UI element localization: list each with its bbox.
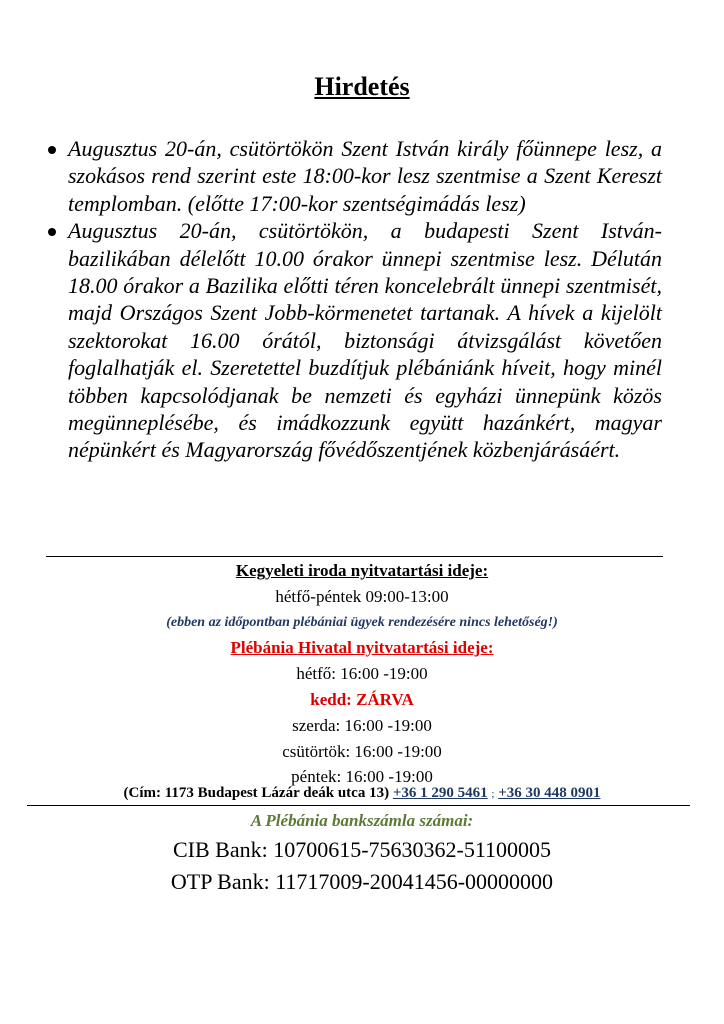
divider xyxy=(27,805,690,806)
divider xyxy=(46,556,663,557)
page-title: Hirdetés xyxy=(314,72,410,101)
hours-monday: hétfő: 16:00 -19:00 xyxy=(296,664,428,684)
list-item xyxy=(46,217,662,464)
bullet-icon xyxy=(48,228,56,236)
contact-line xyxy=(0,785,724,802)
parish-hours-title: Plébánia Hivatal nyitvatartási ideje: xyxy=(230,638,494,658)
office-hours-title: Kegyeleti iroda nyitvatartási ideje: xyxy=(235,561,489,580)
address-text: (Cím: 1173 Budapest Lázár deák utca 13) xyxy=(123,785,390,801)
hours-tuesday: kedd: ZÁRVA xyxy=(310,689,414,709)
phone-link-2[interactable]: +36 30 448 0901 xyxy=(498,785,601,801)
phone-link-1[interactable]: +36 1 290 5461 xyxy=(392,785,488,801)
list-item xyxy=(46,135,662,217)
bullet-icon xyxy=(48,146,56,154)
bank-accounts-title: A Plébánia bankszámla számai: xyxy=(250,811,474,830)
cib-bank-account: CIB Bank: 10700615-75630362-51100005 xyxy=(172,837,552,862)
hours-thursday: csütörtök: 16:00 -19:00 xyxy=(282,741,442,761)
list-item-text: Augusztus 20-án, csütörtökön, a budapesti Szent István-bazilikában délelőtt 10.00 órakor ünnepi szentmise lesz. Délután 18.00 órakor a Bazilika előtti téren koncelebrált ünnepi szentmisét, majd Országos Szent Jobb-körmenetet tartanak. A hívek a kijelölt szektorokat 16.00 órától, biztonsági átvizsgálást követően foglalhatják el. Szeretettel buzdítjuk plébániánk híveit, hogy minél többen kapcsolódjanak be nemzeti és egyházi ünnepünk közös megünneplésébe, és imádkozzunk együtt hazánkért, magyar népünkért és Magyarország fővédőszentjének közbenjárásáért. xyxy=(68,218,662,463)
announcement-list xyxy=(46,135,662,464)
hours-friday: péntek: 16:00 -19:00 xyxy=(291,767,433,787)
hours-wednesday: szerda: 16:00 -19:00 xyxy=(292,715,432,735)
phone-separator: ; xyxy=(491,788,495,800)
office-hours: hétfő-péntek 09:00-13:00 xyxy=(275,586,449,606)
list-item-text: Augusztus 20-án, csütörtökön Szent István király főünnepe lesz, a szokásos rend szerint este 18:00-kor lesz szentmise a Szent Kereszt templomban. (előtte 17:00-kor szentségimádás lesz) xyxy=(68,136,662,216)
office-note: (ebben az időpontban plébániai ügyek rendezésére nincs lehetőség!) xyxy=(166,614,558,630)
otp-bank-account: OTP Bank: 11717009-20041456-00000000 xyxy=(170,869,554,894)
opening-hours xyxy=(0,558,724,790)
